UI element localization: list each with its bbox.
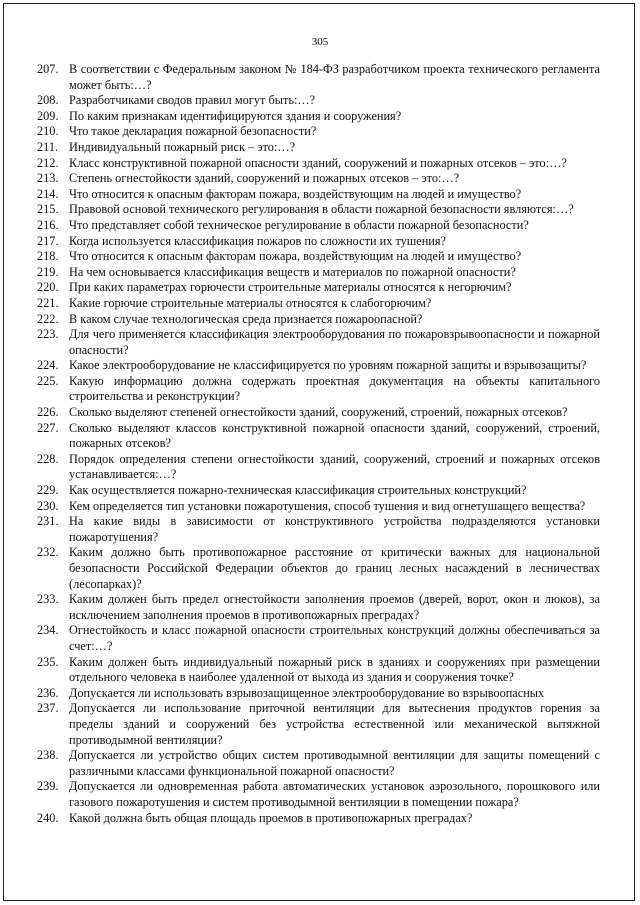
question-number: 235. xyxy=(37,654,59,669)
question-number: 220. xyxy=(37,280,59,295)
question-item xyxy=(37,327,600,358)
question-item xyxy=(37,109,600,125)
question-text: Степень огнестойкости зданий, сооружений и пожарных отсеков – это:…? xyxy=(69,171,460,186)
question-number: 211. xyxy=(37,139,59,154)
question-text: Каким должен быть предел огнестойкости заполнения проемов (дверей, ворот, окон и люков), за исключением заполнения проемов в противопожарных преградах? xyxy=(69,592,600,622)
question-item xyxy=(37,452,600,483)
question-item xyxy=(37,296,600,312)
question-item xyxy=(37,202,600,218)
question-text: При каких параметрах горючести строительные материалы относятся к негорючим? xyxy=(69,280,512,295)
question-number: 225. xyxy=(37,373,59,388)
question-text: Допускается ли использовать взрывозащищенное электрооборудование во взрывоопасных xyxy=(69,685,545,700)
question-number: 215. xyxy=(37,202,59,217)
question-text: Порядок определения степени огнестойкости зданий, сооружений, строений и пожарных отсеков устанавливается:…? xyxy=(69,451,600,482)
question-number: 230. xyxy=(37,498,59,513)
question-text: Для чего применяется классификация электрооборудования по пожаровзрывоопасности и пожарной опасности? xyxy=(69,327,600,357)
question-item xyxy=(37,811,600,827)
question-item xyxy=(37,93,600,109)
question-item xyxy=(37,358,600,374)
question-number: 223. xyxy=(37,327,59,342)
question-text: В каком случае технологическая среда признается пожароопасной? xyxy=(69,311,423,326)
question-number: 208. xyxy=(37,93,59,108)
question-text: Каким должен быть индивидуальный пожарный риск в зданиях и сооружениях при размещении отдельного человека в наиболее удаленной от выхода из здания и сооружения точке? xyxy=(69,654,600,685)
question-item xyxy=(37,62,600,93)
question-number: 218. xyxy=(37,249,59,264)
question-number: 233. xyxy=(37,592,59,607)
question-item xyxy=(37,156,600,172)
question-text: Индивидуальный пожарный риск – это:…? xyxy=(69,139,296,154)
question-number: 224. xyxy=(37,358,59,373)
question-item xyxy=(37,514,600,545)
question-text: По каким признакам идентифицируются здания и сооружения? xyxy=(69,108,402,123)
page-number: 305 xyxy=(311,36,329,48)
question-number: 237. xyxy=(37,701,59,716)
question-text: Как осуществляется пожарно-техническая классификация строительных конструкций? xyxy=(69,483,527,498)
question-item xyxy=(37,655,600,686)
question-number: 221. xyxy=(37,295,59,310)
question-text: Каким должно быть противопожарное расстояние от критически важных для национальной безопасности Российской Федерации объектов до границ лесных насаждений в лесничествах (лесопарках)? xyxy=(69,545,600,591)
question-list xyxy=(37,62,600,826)
question-number: 231. xyxy=(37,514,59,529)
question-text: Сколько выделяют степеней огнестойкости зданий, сооружений, строений, пожарных отсеков? xyxy=(69,405,568,420)
question-item xyxy=(37,312,600,328)
question-text: Огнестойкость и класс пожарной опасности строительных конструкций должны обеспечиваться за счет:…? xyxy=(69,623,600,653)
question-item xyxy=(37,140,600,156)
question-number: 212. xyxy=(37,155,59,170)
question-text: Что относится к опасным факторам пожара, воздействующим на людей и имущество? xyxy=(69,186,522,201)
question-text: Что относится к опасным факторам пожара, воздействующим на людей и имущество? xyxy=(69,249,522,264)
question-number: 232. xyxy=(37,545,59,560)
question-text: Какие горючие строительные материалы относятся к слабогорючим? xyxy=(69,295,432,310)
question-number: 213. xyxy=(37,171,59,186)
question-text: Сколько выделяют классов конструктивной пожарной опасности зданий, сооружений, строений, пожарных отсеков? xyxy=(69,420,600,451)
question-number: 210. xyxy=(37,124,59,139)
question-text: Допускается ли устройство общих систем противодымной вентиляции для защиты помещений с различными классами функциональной пожарной опасности? xyxy=(69,748,600,778)
question-item xyxy=(37,779,600,810)
question-item xyxy=(37,218,600,234)
question-number: 216. xyxy=(37,217,59,232)
question-text: Разработчиками сводов правил могут быть:…? xyxy=(69,93,316,108)
question-text: Допускается ли одновременная работа автоматических установок аэрозольного, порошкового или газового пожаротушения и систем противодымной вентиляции в помещении пожара? xyxy=(69,779,600,809)
question-text: Кем определяется тип установки пожаротушения, способ тушения и вид огнетушащего вещества? xyxy=(69,498,586,513)
question-item xyxy=(37,483,600,499)
question-item xyxy=(37,545,600,592)
question-number: 229. xyxy=(37,483,59,498)
question-number: 217. xyxy=(37,233,59,248)
question-number: 239. xyxy=(37,779,59,794)
question-text: Какую информацию должна содержать проектная документация на объекты капитального строительства и реконструкции? xyxy=(69,373,600,404)
question-number: 214. xyxy=(37,186,59,201)
question-text: Когда используется классификация пожаров по сложности их тушения? xyxy=(69,233,446,248)
question-number: 207. xyxy=(37,62,59,76)
question-number: 236. xyxy=(37,685,59,700)
question-item xyxy=(37,405,600,421)
question-item xyxy=(37,701,600,748)
question-number: 209. xyxy=(37,108,59,123)
question-item xyxy=(37,374,600,405)
question-number: 219. xyxy=(37,264,59,279)
question-text: Что представляет собой техническое регулирование в области пожарной безопасности? xyxy=(69,217,529,232)
question-item xyxy=(37,124,600,140)
question-number: 234. xyxy=(37,623,59,638)
question-number: 227. xyxy=(37,420,59,435)
question-item xyxy=(37,249,600,265)
question-number: 240. xyxy=(37,810,59,825)
question-text: На чем основывается классификация веществ и материалов по пожарной опасности? xyxy=(69,264,516,279)
question-number: 222. xyxy=(37,311,59,326)
question-item xyxy=(37,623,600,654)
question-item xyxy=(37,421,600,452)
question-item xyxy=(37,748,600,779)
question-item xyxy=(37,686,600,702)
question-item xyxy=(37,592,600,623)
question-text: Какой должна быть общая площадь проемов в противопожарных преградах? xyxy=(69,810,473,825)
question-item xyxy=(37,280,600,296)
question-text: Правовой основой технического регулирования в области пожарной безопасности являются:…? xyxy=(69,202,574,217)
question-text: Какое электрооборудование не классифицируется по уровням пожарной защиты и взрывозащиты? xyxy=(69,358,587,373)
question-text: В соответствии с Федеральным законом № 184-ФЗ разработчиком проекта технического регламента может быть:…? xyxy=(69,62,600,92)
question-text: Допускается ли использование приточной вентиляции для вытеснения продуктов горения за пределы зданий и сооружений без устройства естественной или механической вытяжной противодымной вентиляции? xyxy=(69,701,600,747)
question-number: 238. xyxy=(37,748,59,763)
question-item xyxy=(37,234,600,250)
question-text: Что такое декларация пожарной безопасности? xyxy=(69,124,317,139)
question-item xyxy=(37,171,600,187)
question-text: Класс конструктивной пожарной опасности зданий, сооружений и пожарных отсеков – это:…? xyxy=(69,155,567,170)
question-item xyxy=(37,499,600,515)
question-item xyxy=(37,187,600,203)
question-text: На какие виды в зависимости от конструктивного устройства подразделяются установки пожаротушения? xyxy=(69,514,600,544)
question-item xyxy=(37,265,600,281)
question-number: 228. xyxy=(37,451,59,466)
question-number: 226. xyxy=(37,405,59,420)
